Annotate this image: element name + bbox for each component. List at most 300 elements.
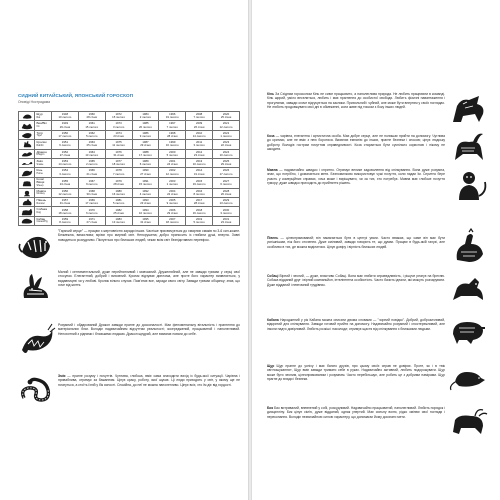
zodiac-date: 7 лютого [112,171,125,176]
zodiac-year: 1967 [88,178,95,183]
zodiac-year: 1989 [142,159,149,164]
ox-text: Бик витривалий, впевнений у собі, розсудливий. Надзвичайно працьовитий, наполегливий. Любить порядок і дисципліну. Бик цінує сім'ю, дуже відданий, однак упертий. Має сильну волю, рідко змінює свої погляди і переконання. Володіє незвичайною силою характеру, що допомагає йому досягати мети. [267,406,445,419]
rooster-paragraph [267,236,445,249]
zodiac-year-cell [52,149,79,158]
zodiac-symbol-cell [19,207,35,216]
zodiac-year-cell [132,188,159,197]
zodiac-year: 2026 [222,168,230,173]
zodiac-date: 15 лютого [112,115,126,120]
rat-lead: Щур [267,364,275,368]
zodiac-year: 1979 [115,178,122,183]
zodiac-date: 17 лютого [85,201,99,206]
zodiac-year-cell [105,149,132,158]
zodiac-year: 2000 [169,149,176,154]
zodiac-date: 23 січня [220,219,232,224]
zodiac-year-cell [213,216,240,225]
zodiac-year-cell [78,188,105,197]
zodiac-animal-icon [21,112,33,120]
zodiac-date: 27 січня [140,171,151,176]
zodiac-date: 7 лютого [166,124,178,129]
zodiac-year-cell [52,140,79,149]
zodiac-year: 2027 [222,178,230,183]
snake-paragraph [58,374,240,387]
tiger-illustration [18,228,54,262]
zodiac-year-cell [132,130,159,139]
zodiac-year: 1980 [115,188,122,193]
goat-illustration [449,130,489,164]
horse-paragraph [267,92,445,109]
zodiac-year-cell [78,177,105,188]
zodiac-date: 17 лютого [58,133,72,138]
zodiac-year: 2007 [169,216,176,221]
zodiac-symbol-cell [19,121,35,130]
zodiac-date: 6 лютого [59,143,71,148]
zodiac-year: 1996 [169,112,176,117]
zodiac-year: 1994 [142,207,149,212]
zodiac-date: 25 січня [86,143,97,148]
zodiac-date: 23 січня [140,201,151,206]
zodiac-date: 28 січня [167,133,178,138]
zodiac-name-en: Tiger [36,134,42,138]
zodiac-date: 17 лютого [139,152,152,157]
zodiac-year-cell [105,168,132,177]
zodiac-year: 1975 [115,140,122,145]
zodiac-year-cell [105,121,132,130]
zodiac-year: 2019 [196,216,203,221]
zodiac-date: 10 лютого [219,152,233,157]
rat-paragraph [267,364,445,381]
zodiac-date: 27 січня [86,219,97,224]
zodiac-year: 1976 [115,149,122,154]
zodiac-year-cell [159,216,186,225]
zodiac-year-cell [78,207,105,216]
zodiac-year-cell [132,112,159,121]
zodiac-year-cell [159,140,186,149]
zodiac-year-cell [132,149,159,158]
snake-illustration [18,372,54,406]
zodiac-animal-icon [21,217,33,225]
zodiac-year-cell [132,177,159,188]
zodiac-name-cell [35,207,52,216]
zodiac-date: 6 лютого [220,181,232,186]
zodiac-date: 17 лютого [219,171,233,176]
zodiac-name-cell [35,158,52,167]
rat-text: Щур прагне до успіху і має багато друзів, при цьому своїх справ не довіряє. Проте, як і в «вік світлошукання», Щур вміє завжди тримати себе в руках. Надзвичайно активний, любить подорожувати. Щур може бути чесним, цілеспрямованим і розумним. Часто перебільшує, але робить це з добрими намірами. Щур прагне до влади і безпеки. [267,364,445,381]
goat-text: — чарівна, елегантна і артистична особа. Має добре серце, але не полишає прийти на допомогу. Чутлива до критики, але не вміє з нею боротися. Виявляє емпатію до інших, прагне безпеки і спокою; цінує людську доброту. Володіє гострим почуттям справедливості. Коза старається бути суспільно корисною і нікому не шкодити. [267,134,445,151]
goat-paragraph [267,134,445,151]
zodiac-year-cell [52,112,79,121]
zodiac-date: 20 лютого [139,124,152,129]
zodiac-year: 1992 [142,188,149,193]
zodiac-year: 1970 [88,207,95,212]
zodiac-year: 2025 [222,159,230,164]
zodiac-date: 16 лютого [192,210,206,215]
zodiac-year-cell [159,207,186,216]
zodiac-year-cell [186,168,213,177]
zodiac-year: 2008 [196,112,203,117]
zodiac-date: 1 лютого [220,133,232,138]
zodiac-name-en: Horse [36,171,43,175]
zodiac-date: 10 лютого [192,162,206,167]
zodiac-year-cell [78,121,105,130]
zodiac-date: 18 лютого [58,210,72,215]
zodiac-date: 23 січня [113,133,124,138]
zodiac-year: 1998 [169,130,176,135]
zodiac-year-cell [159,188,186,197]
zodiac-date: 11 лютого [112,143,125,148]
page-title: СИДНИЙ КИТАЙСЬКИЙ, ЯПОНСЬКИЙ ГОРОСКОП [18,93,134,98]
zodiac-date: 16 лютого [112,191,126,196]
zodiac-row [19,216,240,225]
rat-illustration [449,358,489,392]
zodiac-date: 13 лютого [85,152,99,157]
zodiac-date: 9 лютого [166,201,178,206]
zodiac-symbol-cell [19,158,35,167]
dog-illustration [449,272,489,306]
zodiac-name: Кінь [36,168,43,173]
page-fold [248,0,252,500]
zodiac-date: 6 лютого [86,210,98,215]
zodiac-date: 7 лютого [193,115,205,120]
zodiac-year: 2010 [196,130,203,135]
zodiac-year-cell [159,112,186,121]
zodiac-year: 1950 [61,130,69,135]
zodiac-year-cell [52,188,79,197]
zodiac-year-cell [132,207,159,216]
zodiac-year: 1984 [142,112,149,117]
zodiac-year-cell [105,198,132,207]
zodiac-date: 24 січня [167,162,178,167]
zodiac-year-cell [52,216,79,225]
zodiac-date: 12 лютого [165,171,179,176]
zodiac-year-cell [132,216,159,225]
zodiac-year: 2013 [196,159,203,164]
zodiac-date: 1 лютого [166,181,178,186]
zodiac-year: 1948 [61,112,69,117]
zodiac-date: 19 лютого [165,115,179,120]
zodiac-date: 29 січня [59,124,71,129]
zodiac-year-cell [186,158,213,167]
zodiac-year-cell [186,188,213,197]
zodiac-year: 1959 [61,216,69,221]
zodiac-year-cell [105,207,132,216]
zodiac-date: 25 січня [113,210,124,215]
zodiac-date: 8 лютого [193,191,205,196]
zodiac-year: 1958 [61,207,69,212]
zodiac-animal-icon [21,122,33,130]
tiger-paragraph: "Гарячий серце" — працює з жертовністю заради інших. Частіше присвячується до хмарних смаків по 3-6 сил-кожне. Безмежна, вимоглива; мріює про мирний світ. Непорушена; добро приносить із глибини душі, вперта. Зовні поводиться розсудливо. Піклується про близьких людей, чекає всім світ безпідставних перевірок. [58,229,240,242]
zodiac-row [19,140,240,149]
zodiac-year-cell [132,198,159,207]
zodiac-date: 22 січня [220,143,232,148]
zodiac-animal-icon [21,198,33,206]
zodiac-name-en: Rooster [36,201,45,205]
zodiac-date: 15 лютого [139,181,152,186]
zodiac-row [19,130,240,139]
zodiac-year: 2016 [196,188,203,193]
zodiac-year: 2029 [222,198,230,203]
zodiac-year: 1966 [88,168,95,173]
zodiac-year: 1949 [61,121,69,126]
zodiac-symbol-cell [19,198,35,207]
dog-text: Вірний і чесний, — дуже, властиво Собаці. Вона має любити справедливість, і рішуче реагує на брехню. Собака відданий друг і вірний компаньйон, інтелігентна особистість. Часто бачить ідеали, які можуть розчарувати. Дуже відданий і невтомний трудівник. [267,274,445,287]
zodiac-name: Собака [36,207,48,212]
zodiac-year: 1957 [61,198,69,203]
zodiac-date: 21 січня [86,171,97,176]
zodiac-name-cell [35,112,52,121]
zodiac-animal-icon [21,150,33,158]
zodiac-year: 2006 [169,207,176,212]
zodiac-year-cell [186,207,213,216]
zodiac-row [19,149,240,158]
zodiac-row [19,177,240,188]
zodiac-year: 1977 [115,159,122,164]
zodiac-year: 2022 [222,130,230,135]
zodiac-name: Тигр [36,130,43,135]
zodiac-year-cell [213,198,240,207]
zodiac-date: 3 лютого [220,210,232,215]
zodiac-year: 2023 [222,140,230,145]
zodiac-year-cell [52,121,79,130]
zodiac-year: 1955 [61,178,69,183]
zodiac-year: 1988 [142,149,149,154]
zodiac-year: 1987 [142,140,149,145]
zodiac-table [18,111,240,226]
rabbit-paragraph: Милий і сентиментальний, дуже перейнятливий і мовчазний. Дружелюбний, але не завжди тримає у серці свої стосунки. Елегантний, добрий і виховний. Кролик відчуває диплома, але проте його характер виявляється, у видавництві чи у любові. Кролик вільно слухає. Пам'ятає все, заради свого світу. Завжди тримає обіцянку; знає, що хоче від життя. [58,270,240,287]
zodiac-year-cell [105,158,132,167]
zodiac-year-cell [213,188,240,197]
zodiac-name: Кролик [36,140,47,145]
zodiac-year: 1990 [142,168,149,173]
zodiac-name: Кабан [36,216,46,221]
ox-illustration [449,404,489,438]
zodiac-year-cell [52,168,79,177]
zodiac-year-cell [186,140,213,149]
zodiac-year: 1974 [115,130,122,135]
zodiac-year: 1997 [169,121,176,126]
zodiac-year-cell [132,168,159,177]
rabbit-illustration [18,270,54,304]
zodiac-year: 1951 [61,140,69,145]
zodiac-name-en: Rat [36,115,41,119]
zodiac-year-cell [186,177,213,188]
ox-lead: Бик [267,406,274,410]
zodiac-year-cell [78,168,105,177]
zodiac-date: 6 лютого [139,162,152,167]
zodiac-date: 4 лютого [139,191,152,196]
zodiac-name: Щур [36,112,43,117]
monkey-paragraph [267,168,445,185]
page-subtitle: Оповіді Нострадама [18,100,51,104]
zodiac-year: 2021 [222,121,230,126]
zodiac-year: 1999 [169,140,176,145]
zodiac-name-en: Rabbit [36,143,44,147]
zodiac-year-cell [213,112,240,121]
zodiac-year-cell [132,158,159,167]
zodiac-year: 1981 [115,198,122,203]
zodiac-row [19,158,240,167]
zodiac-name-en: Sheep [36,183,44,187]
zodiac-symbol-cell [19,177,35,188]
zodiac-year-cell [78,112,105,121]
pig-illustration [449,310,489,344]
zodiac-animal-icon [21,159,33,167]
zodiac-date: 30 січня [86,191,97,196]
zodiac-year-cell [78,130,105,139]
zodiac-year: 2014 [196,168,203,173]
zodiac-date: 5 лютого [112,201,125,206]
zodiac-date: 2 лютого [86,162,98,167]
zodiac-year: 2028 [222,188,230,193]
zodiac-year: 2017 [196,198,203,203]
zodiac-date: 28 січня [86,115,97,120]
dog-paragraph [267,274,445,287]
zodiac-year-cell [159,177,186,188]
monkey-text: — надзвичайно швидко і спритно. Отримує велике задоволення від спілкування. Вона дуже розумна, знає, що потрібно, і домагається мети. Безпомилково використовує чужі почуття, коли надає їм. Спритно бере участь у комерційних справах, хоча може і вирішувати, чи за тих, хто потребує. Мавпа має глибоке почуття гумору; дуже швидко приходить до прийняття рішень. [267,168,445,185]
zodiac-year: 1986 [142,130,149,135]
zodiac-date: 19 лютого [192,181,206,186]
zodiac-year: 1995 [142,216,149,221]
zodiac-name: Змія [36,159,43,163]
zodiac-date: 31 січня [140,219,151,224]
zodiac-date: 3 лютого [112,124,125,129]
zodiac-year-cell [52,198,79,207]
zodiac-year-cell [213,121,240,130]
horse-illustration [449,92,489,126]
zodiac-year-cell [52,158,79,167]
zodiac-year: 1968 [88,188,95,193]
zodiac-year: 2031 [222,216,230,221]
zodiac-date: 31 січня [193,171,205,176]
ox-paragraph [267,406,445,419]
zodiac-row [19,207,240,216]
zodiac-year: 1964 [88,149,95,154]
zodiac-year-cell [213,149,240,158]
zodiac-date: 18 лютого [112,162,126,167]
zodiac-date: 28 січня [113,181,124,186]
zodiac-year-cell [186,112,213,121]
zodiac-date: 26 січня [220,191,232,196]
zodiac-year: 1993 [142,198,149,203]
rooster-text: — цілеспрямований; він намагається бути в центрі уваги. Часто вважає, що саме він має бути успішнішим, ніж його оточення. Дуже сміливий, завжди говорить те, що думає. Працює в будь-якій галузі, але особливо в тих, де можна виділитися. Цінує довіру і вірність близьких людей. [267,236,445,249]
snake-text: — прагне розуму і почуттів. Чутлива, глибока, вміє сама знаходити вихід із будь-якої ситуації. Чарівна і приваблива, отримує за бажанням. Цінує красу, роботу, якої шукає. Ці люди приходять у світ, у якому ще не почнуться, а стоїть їхній у бік ясності. Спокійна, до неї не можна наполегливо. Цінує всіх, хто їм діє від гордості. [58,374,240,387]
zodiac-row [19,168,240,177]
zodiac-date: 26 січня [193,124,205,129]
zodiac-row [19,188,240,197]
horse-text: За Східним гороскопом Кінь не сиюе працьовито, а наполеглива природа. Не любить працювати в команді. Кінь щирий, уміло веселиться, любить і має прагнення до особистої свободи. Любить фізичні навантаження і прогулянки, завжди охоче відгукується на заклики. Прихильний і чуйний, але може бути впертим у своїх поглядах. Не любить продовжувати свої дні в обмеженні, коли живе під тиском з боку інших людей. [267,92,445,109]
rooster-lead: Півень [267,236,279,240]
zodiac-year: 1963 [88,140,95,145]
zodiac-year: 1973 [115,121,122,126]
zodiac-name-cell [35,188,52,197]
zodiac-year-cell [105,177,132,188]
zodiac-year: 2009 [196,121,203,126]
zodiac-date: 29 січня [140,143,151,148]
zodiac-row [19,121,240,130]
dragon-paragraph: Розумний і обдарований Дракон завжди прагне до досконалості. Має феноменальну вітальність і прагнення до матеріальних благ. Володіє надзвичайним відчуттям реальності; зосереджений, працьовитий і наполегливий. Непохитний з рідними і близькими людьми. Дракон щедрий, але вимагає поваги до себе. [58,323,240,336]
zodiac-date: 14 лютого [58,162,72,167]
zodiac-name-en: Свиня/Pig [36,220,48,224]
zodiac-year: 1991 [142,178,149,183]
zodiac-year: 1983 [115,216,122,221]
zodiac-date: 31 січня [59,201,71,206]
monkey-illustration [449,168,489,204]
zodiac-year: 2005 [169,198,176,203]
pig-text: Народжений у рік Кабана можна описати двома словами — "чорний повідок". Добрий, доброзичливий, відкритий для спілкування. Завжди готовий прийти на допомогу. Надзвичайно розумний і спостережливий, але інколи надто довірливий. Любить розкіш і насолоди; отримує щастя від спілкування з близькими людьми. [267,318,445,331]
zodiac-date: 18 лютого [165,219,179,224]
zodiac-year: 2011 [196,140,203,145]
zodiac-year: 1960 [88,112,95,117]
zodiac-date: 9 лютого [139,133,152,138]
zodiac-animal-icon [21,169,33,177]
zodiac-year-cell [132,121,159,130]
zodiac-name-en: Snake [36,162,44,166]
zodiac-year: 2012 [196,149,203,154]
zodiac-year: 1962 [88,130,95,135]
monkey-lead: Мавпа [267,168,278,172]
goat-lead: Коза [267,134,275,138]
zodiac-date: 13 лютого [219,201,233,206]
zodiac-year-cell [159,198,186,207]
zodiac-year-cell [213,158,240,167]
zodiac-year: 1953 [61,159,69,164]
zodiac-year: 1961 [88,121,95,126]
zodiac-name-en: Monkey [36,192,45,196]
zodiac-name-en: Dragon [36,153,45,157]
zodiac-date: 31 січня [113,152,124,157]
right-page [253,0,500,500]
snake-lead: Змія [58,374,66,378]
zodiac-year-cell [52,130,79,139]
zodiac-row [19,112,240,121]
zodiac-year: 2004 [169,188,176,193]
zodiac-symbol-cell [19,149,35,158]
zodiac-year-cell [186,198,213,207]
zodiac-year-cell [132,140,159,149]
zodiac-date: 25 січня [220,115,232,120]
zodiac-year-cell [213,168,240,177]
zodiac-name: Коза/Вівця [36,176,45,185]
zodiac-animal-icon [21,131,33,139]
zodiac-year-cell [105,112,132,121]
zodiac-year: 2020 [222,112,230,117]
zodiac-year-cell [52,177,79,188]
zodiac-year-cell [186,121,213,130]
zodiac-date: 28 січня [193,201,205,206]
zodiac-name-cell [35,149,52,158]
zodiac-symbol-cell [19,130,35,139]
zodiac-year: 1956 [61,188,69,193]
zodiac-date: 23 січня [193,152,205,157]
zodiac-date: 10 лютого [139,210,152,215]
zodiac-name: Бик/Віл [36,121,48,126]
zodiac-date: 15 лютого [85,124,99,129]
pig-paragraph [267,318,445,331]
dragon-illustration [18,322,56,358]
zodiac-year-cell [159,130,186,139]
zodiac-name: Дракон [36,149,47,154]
zodiac-year-cell [105,216,132,225]
zodiac-date: 9 лютого [86,181,98,186]
zodiac-year-cell [159,168,186,177]
zodiac-year: 2030 [222,207,230,212]
zodiac-date: 3 лютого [59,171,71,176]
dog-lead: Собаці [267,274,279,278]
zodiac-date: 27 січня [59,152,71,157]
zodiac-name: Півень [36,198,47,203]
zodiac-year: 1972 [115,112,122,117]
zodiac-date: 12 лютого [58,191,72,196]
